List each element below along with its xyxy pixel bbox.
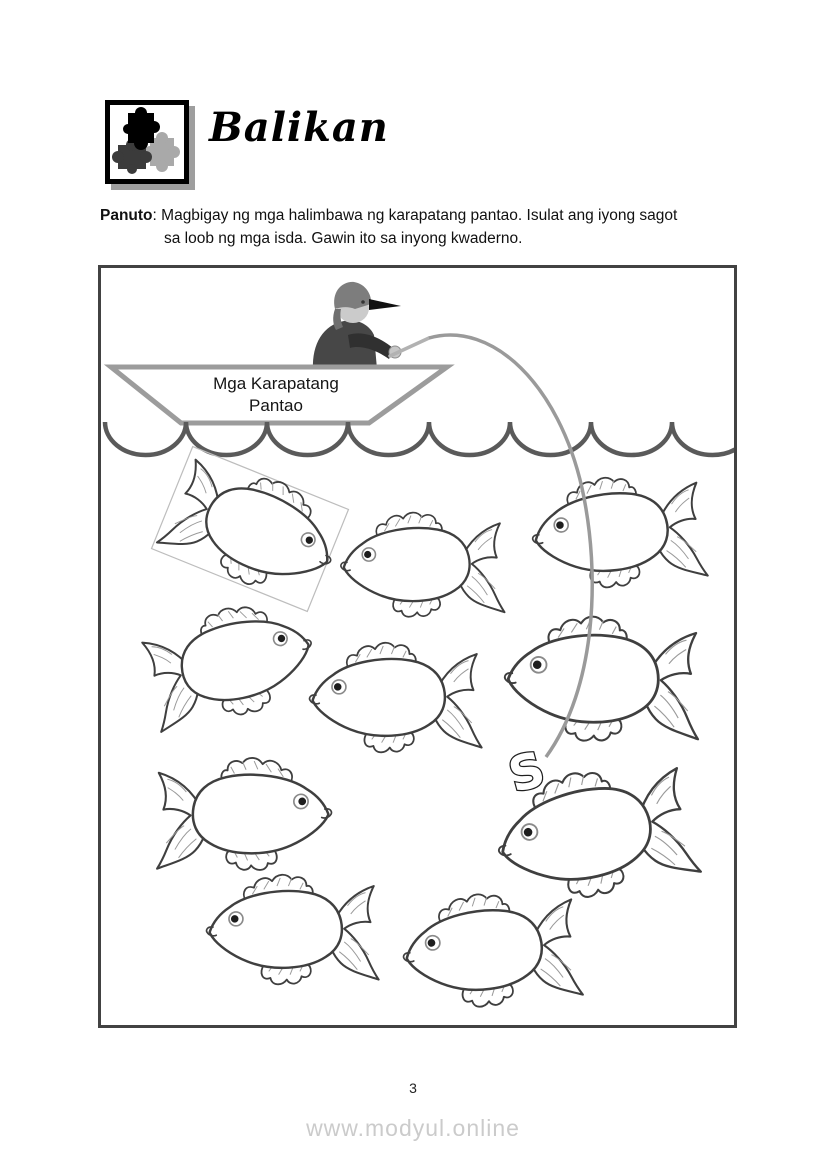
fish-5	[310, 643, 482, 753]
boat-label-line1: Mga Karapatang	[213, 374, 339, 393]
fish-6	[503, 614, 702, 745]
cap	[334, 282, 371, 309]
fish-4	[135, 590, 325, 737]
fish-7	[153, 755, 333, 873]
fishing-illustration	[98, 265, 737, 1028]
instructions-line1: Panuto: Magbigay ng mga halimbawa ng karapatang pantao. Isulat ang iyong sagot	[100, 207, 678, 224]
instructions-line2: sa loob ng mga isda. Gawin ito sa inyong kwaderno.	[164, 229, 523, 247]
instructions	[100, 205, 770, 250]
fish-3	[529, 471, 708, 592]
watermark: www.modyul.online	[306, 1115, 520, 1141]
fish-9	[207, 875, 379, 985]
puzzle-icon	[105, 100, 189, 184]
cap-bill	[369, 299, 401, 310]
page-title: Balikan	[209, 104, 389, 151]
fisherman	[313, 282, 429, 369]
page-number: 3	[409, 1080, 417, 1096]
fish-hook-icon: S	[502, 741, 551, 805]
fishing-scene	[101, 268, 734, 1025]
fisherman-eye	[361, 300, 365, 304]
boat-label-line2: Pantao	[249, 396, 303, 415]
puzzle-icon-drawing	[110, 105, 184, 179]
wave-line	[105, 422, 734, 455]
fish-10	[400, 888, 584, 1012]
fish-2	[341, 513, 505, 617]
instructions-label: Panuto	[100, 207, 153, 224]
fish-1	[155, 448, 351, 610]
